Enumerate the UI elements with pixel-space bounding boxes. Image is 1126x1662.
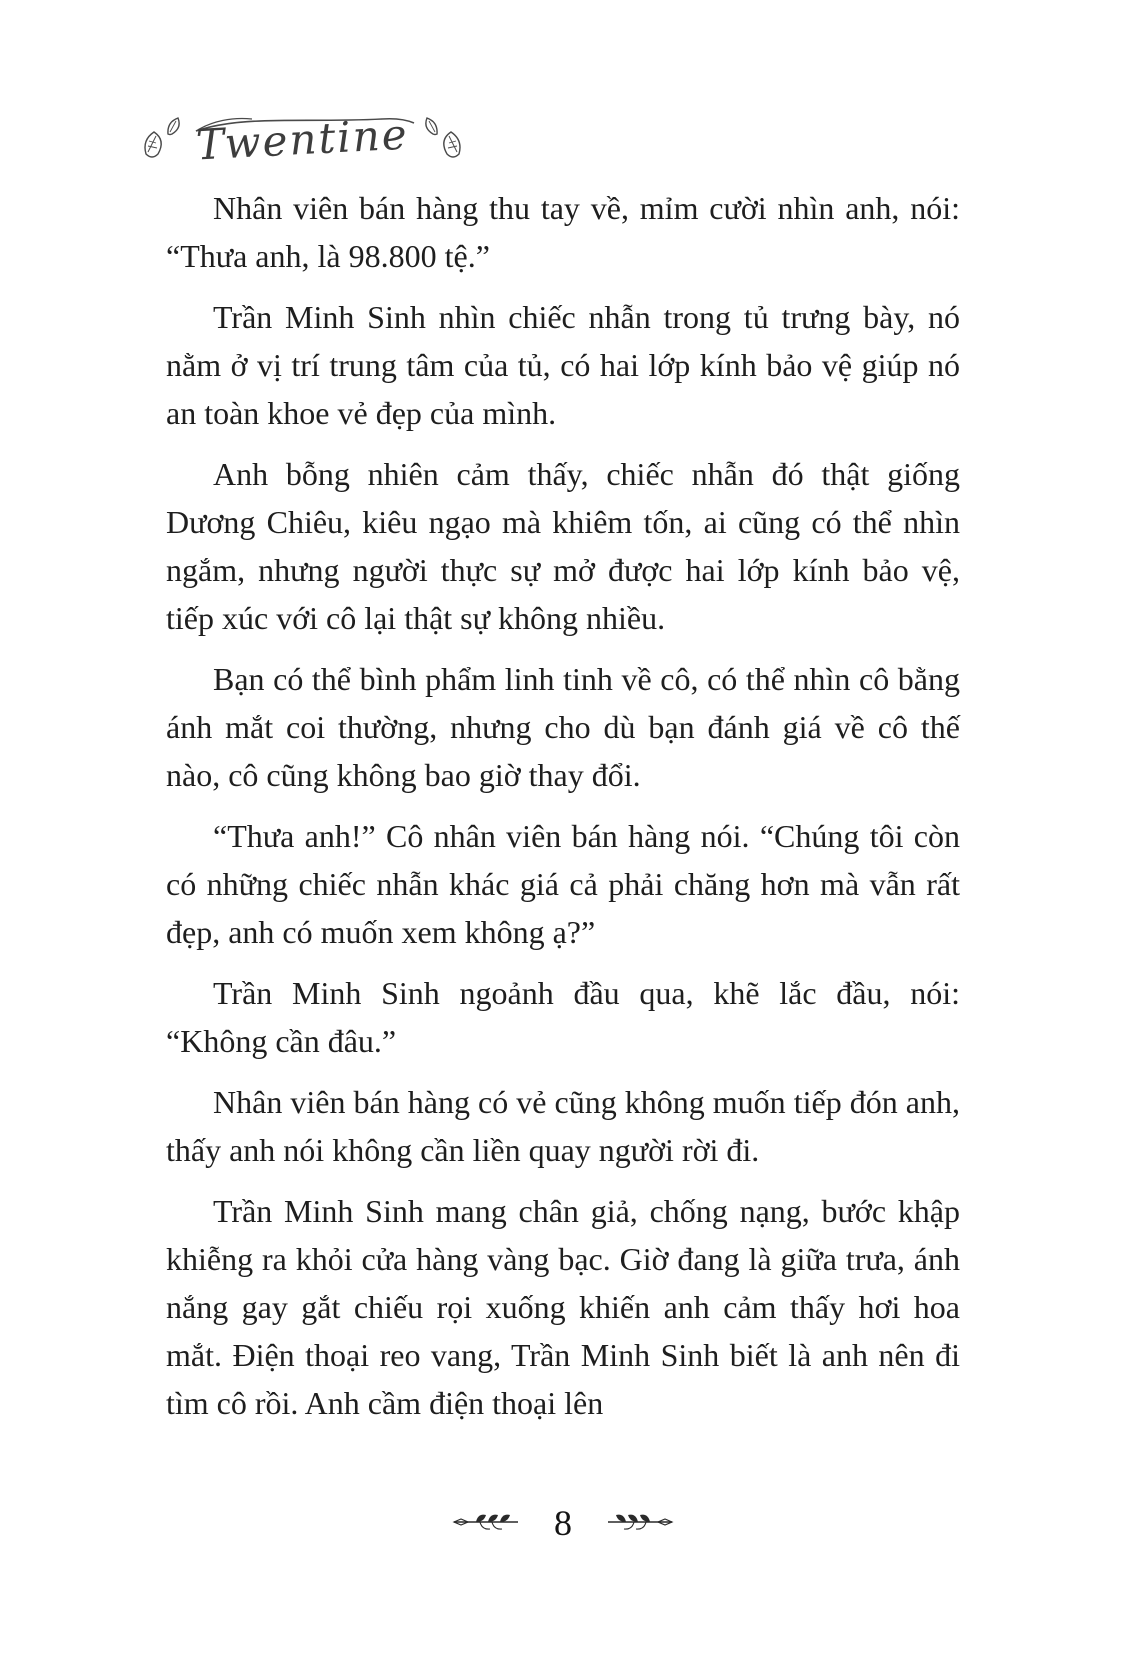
footer-ornament-left-icon [452, 1510, 520, 1537]
page-text [166, 184, 960, 1440]
paragraph: Trần Minh Sinh ngoảnh đầu qua, khẽ lắc đầu, nói: “Không cần đâu.” [166, 975, 960, 1059]
paragraph: Anh bỗng nhiên cảm thấy, chiếc nhẫn đó thật giống Dương Chiêu, kiêu ngạo mà khiêm tốn, ai cũng có thể nhìn ngắm, nhưng người thực sự mở được hai lớp kính bảo vệ, tiếp xúc với cô lại thật sự không nhiều. [166, 456, 960, 636]
paragraph: Nhân viên bán hàng thu tay về, mỉm cười nhìn anh, nói: “Thưa anh, là 98.800 tệ.” [166, 190, 960, 274]
paragraph: “Thưa anh!” Cô nhân viên bán hàng nói. “Chúng tôi còn có những chiếc nhẫn khác giá cả phải chăng hơn mà vẫn rất đẹp, anh có muốn xem không ạ?” [166, 818, 960, 950]
page-number: 8 [554, 1503, 572, 1543]
footer-ornament-right-icon [606, 1510, 674, 1537]
logo-text: Twentine [194, 109, 410, 170]
paragraph: Trần Minh Sinh nhìn chiếc nhẫn trong tủ trưng bày, nó nằm ở vị trí trung tâm của tủ, có hai lớp kính bảo vệ giúp nó an toàn khoe vẻ đẹp của mình. [166, 299, 960, 431]
footer [0, 1505, 1126, 1541]
header [136, 98, 469, 182]
leaf-ornament-left-icon [136, 108, 188, 173]
paragraph: Trần Minh Sinh mang chân giả, chống nạng, bước khập khiễng ra khỏi cửa hàng vàng bạc. Giờ đang là giữa trưa, ánh nắng gay gắt chiếu rọi xuống khiến anh cảm thấy hơi hoa mắt. Điện thoại reo vang, Trần Minh Sinh biết là anh nên đi tìm cô rồi. Anh cầm điện thoại lên [166, 1193, 960, 1421]
paragraph: Bạn có thể bình phẩm linh tinh về cô, có thể nhìn cô bằng ánh mắt coi thường, nhưng cho dù bạn đánh giá về cô thế nào, cô cũng không bao giờ thay đổi. [166, 661, 960, 793]
logo [190, 109, 415, 170]
paragraph: Nhân viên bán hàng có vẻ cũng không muốn tiếp đón anh, thấy anh nói không cần liền quay người rời đi. [166, 1084, 960, 1168]
leaf-ornament-right-icon [417, 108, 469, 173]
